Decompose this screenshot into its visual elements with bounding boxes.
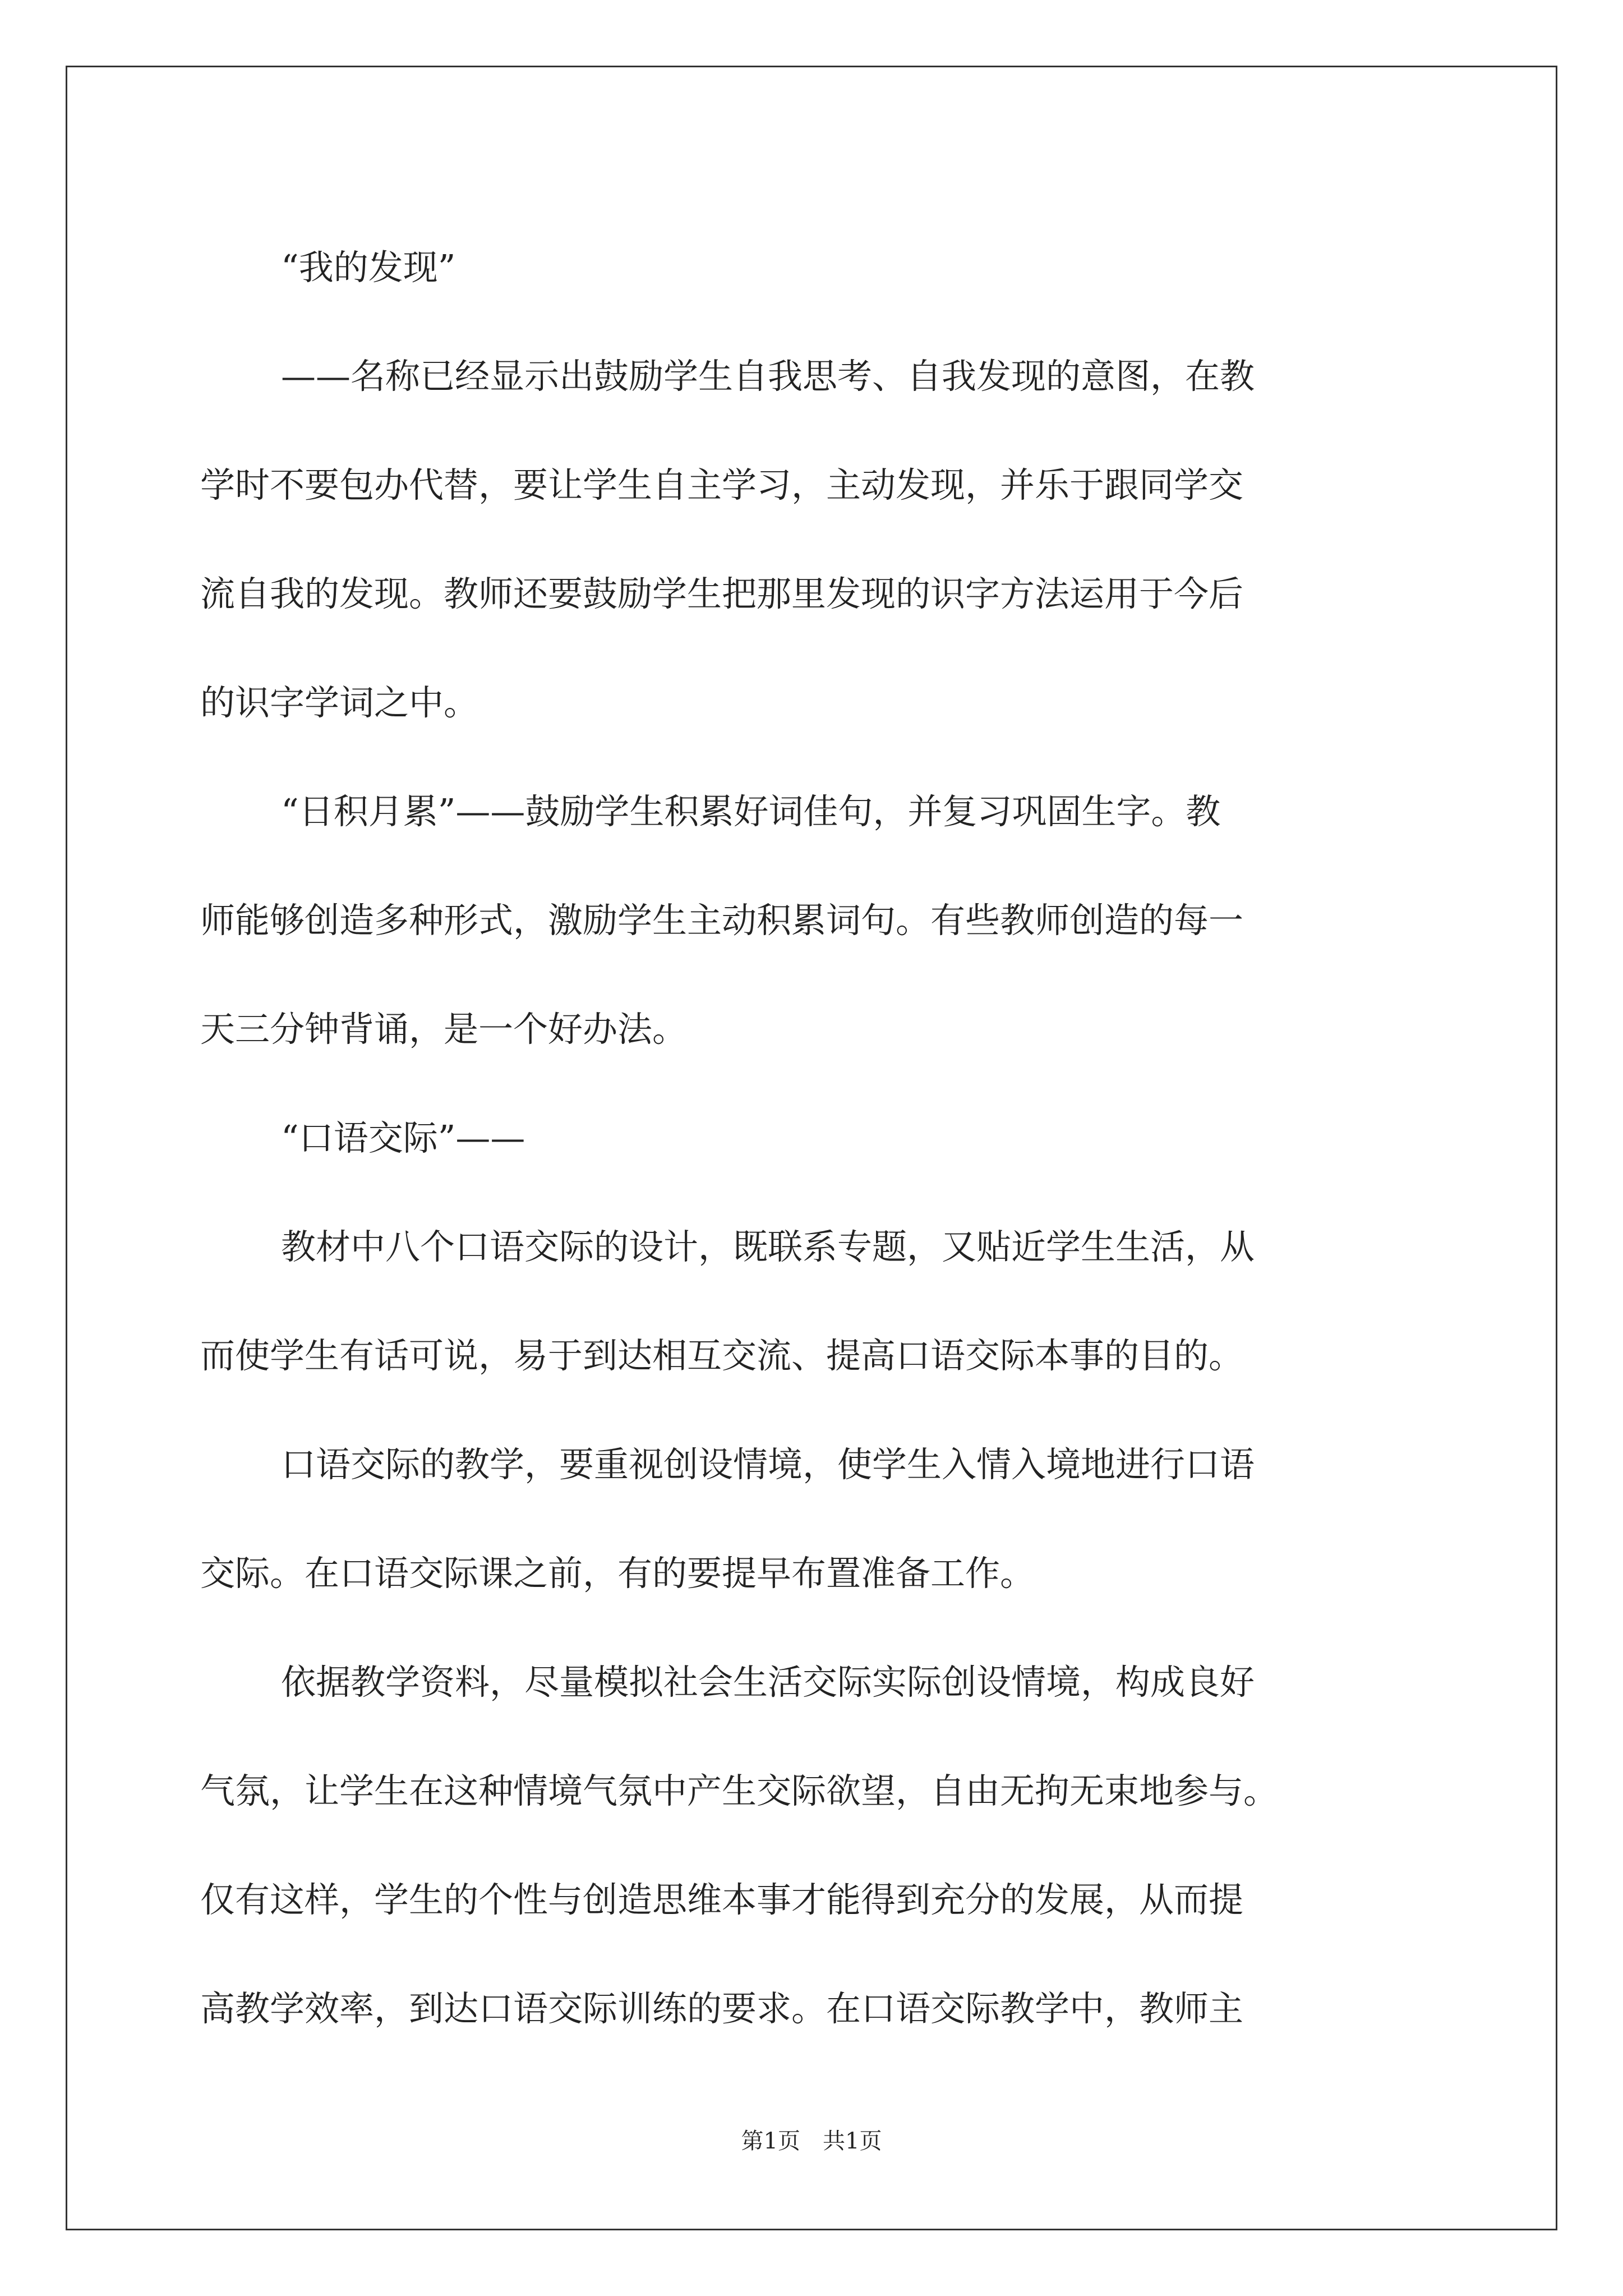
paragraph-line: 而使学生有话可说，易于到达相互交流、提高口语交际本事的目的。	[200, 1335, 1244, 1376]
page-number-label: 第1页 共1页	[741, 2128, 882, 2154]
paragraph-5	[200, 1193, 1468, 1410]
paragraph-line: “日积月累”——鼓励学生积累好词佳句，并复习巩固生字。教	[281, 791, 1221, 832]
paragraph-line: “我的发现”	[281, 247, 456, 288]
paragraph-4	[200, 1084, 1468, 1193]
paragraph-line: 口语交际的教学，要重视创设情境，使学生入情入境地进行口语	[281, 1444, 1255, 1485]
paragraph-2	[200, 322, 1468, 757]
paragraph-line: 师能够创造多种形式，激励学生主动积累词句。有些教师创造的每一	[200, 900, 1244, 941]
paragraph-line: 天三分钟背诵，是一个好办法。	[200, 1009, 688, 1050]
paragraph-line: “口语交际”——	[281, 1117, 525, 1158]
paragraph-line: 气氛，让学生在这种情境气氛中产生交际欲望，自由无拘无束地参与。	[200, 1770, 1279, 1811]
paragraph-line: 交际。在口语交际课之前，有的要提早布置准备工作。	[200, 1553, 1035, 1594]
paragraph-7	[200, 1628, 1468, 2063]
paragraph-line: 仅有这样，学生的个性与创造思维本事才能得到充分的发展，从而提	[200, 1879, 1244, 1920]
paragraph-3	[200, 757, 1468, 1084]
page-footer	[0, 2123, 1623, 2155]
paragraph-6	[200, 1410, 1468, 1628]
paragraph-1	[200, 213, 1468, 322]
paragraph-line: 学时不要包办代替，要让学生自主学习，主动发现，并乐于跟同学交	[200, 464, 1244, 505]
paragraph-line: ——名称已经显示出鼓励学生自我思考、自我发现的意图，在教	[281, 356, 1255, 397]
paragraph-line: 依据教学资料，尽量模拟社会生活交际实际创设情境，构成良好	[281, 1662, 1255, 1703]
paragraph-line: 的识字学词之中。	[200, 682, 479, 723]
paragraph-line: 高教学效率，到达口语交际训练的要求。在口语交际教学中，教师主	[200, 1988, 1244, 2029]
paragraph-line: 流自我的发现。教师还要鼓励学生把那里发现的识字方法运用于今后	[200, 573, 1244, 614]
paragraph-line: 教材中八个口语交际的设计，既联系专题，又贴近学生生活，从	[281, 1226, 1255, 1267]
